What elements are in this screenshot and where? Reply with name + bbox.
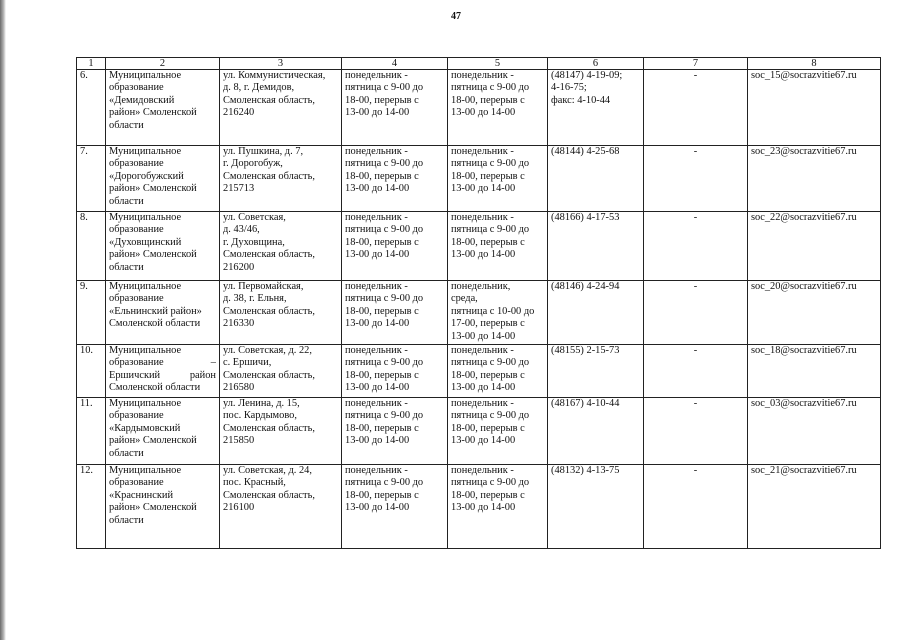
organization-cell: [106, 345, 220, 398]
reception-hours-cell-line: понедельник -: [451, 398, 514, 409]
organization-cell-line: «Демидовский: [109, 94, 175, 106]
phone-cell: [548, 465, 644, 549]
address-cell-line: ул. Ленина, д. 15,: [223, 398, 300, 409]
organization-cell: [106, 70, 220, 146]
reception-hours-cell: [448, 212, 548, 281]
reception-hours-cell: [448, 146, 548, 212]
organization-cell-line: район» Смоленской: [109, 435, 197, 447]
reception-hours-cell: [448, 345, 548, 398]
scan-page-edge: [0, 0, 6, 640]
organization-cell: [106, 398, 220, 465]
address-cell-line: ул. Советская, д. 22,: [223, 345, 312, 356]
phone-cell-line: (48146) 4-24-94: [551, 281, 620, 292]
address-cell-line: 216240: [223, 107, 255, 119]
address-cell-line: 216330: [223, 318, 255, 330]
organization-cell-line: образование: [109, 293, 164, 305]
hours-cell: [342, 212, 448, 281]
reception-hours-cell-line: 13-00 до 14-00: [451, 382, 516, 394]
address-cell-line: 215850: [223, 435, 255, 447]
organization-cell-line: образование: [109, 477, 164, 489]
reception-hours-cell-line: пятница с 9-00 до: [451, 410, 530, 422]
reception-hours-cell-line: пятница с 9-00 до: [451, 477, 530, 489]
organization-cell-line: области: [109, 514, 144, 526]
phone-cell-line: 4-16-75;: [551, 82, 587, 94]
address-cell: [220, 465, 342, 549]
address-cell-line: пос. Кардымово,: [223, 410, 297, 422]
organization-cell-line: Муниципальное: [109, 281, 182, 292]
organization-cell-line: Муниципальное: [109, 146, 182, 157]
address-cell-line: Смоленская область,: [223, 94, 315, 106]
row-number-cell: 8.: [77, 212, 106, 281]
reception-hours-cell-line: понедельник -: [451, 345, 514, 356]
row-number-cell: 11.: [77, 398, 106, 465]
col-header: 5: [448, 58, 548, 70]
reception-hours-cell-line: среда,: [451, 293, 478, 305]
col-header: 7: [644, 58, 748, 70]
organization-cell-line: район» Смоленской: [109, 249, 197, 261]
phone-cell: [548, 146, 644, 212]
hours-cell: [342, 398, 448, 465]
hours-cell-line: пятница с 9-00 до: [345, 82, 424, 94]
row-number-cell: 10.: [77, 345, 106, 398]
organization-cell-line: Ершичский район: [109, 369, 216, 381]
address-cell-line: ул. Советская,: [223, 212, 286, 223]
reception-hours-cell: [448, 465, 548, 549]
phone-cell: [548, 212, 644, 281]
hours-cell-line: 13-00 до 14-00: [345, 502, 410, 514]
reception-hours-cell-line: понедельник -: [451, 146, 514, 157]
address-cell-line: пос. Красный,: [223, 477, 286, 489]
row-number-cell: 7.: [77, 146, 106, 212]
address-cell-line: ул. Коммунистическая,: [223, 70, 326, 81]
phone-cell-line: (48167) 4-10-44: [551, 398, 620, 409]
reception-hours-cell-line: 18-00, перерыв с: [451, 236, 525, 248]
email-cell: soc_21@socrazvitie67.ru: [748, 465, 881, 549]
address-cell: [220, 281, 342, 345]
hours-cell-line: пятница с 9-00 до: [345, 410, 424, 422]
address-cell-line: Смоленская область,: [223, 249, 315, 261]
table-row: [77, 465, 881, 549]
organization-cell-line: Смоленской области: [109, 382, 201, 394]
address-cell-line: Смоленская область,: [223, 369, 315, 381]
email-cell: soc_22@socrazvitie67.ru: [748, 212, 881, 281]
hours-cell-line: 18-00, перерыв с: [345, 422, 419, 434]
hours-cell-line: 18-00, перерыв с: [345, 170, 419, 182]
organization-cell-line: образование –: [109, 357, 216, 369]
col-header: 1: [77, 58, 106, 70]
reception-hours-cell: [448, 398, 548, 465]
address-cell-line: г. Духовщина,: [223, 236, 285, 248]
address-cell-line: 216100: [223, 502, 255, 514]
hours-cell: [342, 281, 448, 345]
organization-cell-line: образование: [109, 410, 164, 422]
phone-cell: [548, 398, 644, 465]
table-row: [77, 70, 881, 146]
hours-cell-line: 18-00, перерыв с: [345, 305, 419, 317]
organization-cell-line: области: [109, 261, 144, 273]
reception-hours-cell-line: пятница с 9-00 до: [451, 224, 530, 236]
hours-cell-line: понедельник -: [345, 212, 408, 223]
address-cell-line: Смоленская область,: [223, 170, 315, 182]
organization-cell-line: Муниципальное: [109, 70, 182, 81]
address-cell-line: ул. Пушкина, д. 7,: [223, 146, 304, 157]
reception-hours-cell-line: пятница с 9-00 до: [451, 357, 530, 369]
reception-hours-cell-line: 18-00, перерыв с: [451, 170, 525, 182]
col-header: 4: [342, 58, 448, 70]
contacts-table: [76, 57, 881, 549]
table-row: [77, 146, 881, 212]
address-cell-line: с. Ершичи,: [223, 357, 272, 369]
address-cell: [220, 212, 342, 281]
address-cell-line: 216200: [223, 261, 255, 273]
email-cell: soc_03@socrazvitie67.ru: [748, 398, 881, 465]
address-cell-line: г. Дорогобуж,: [223, 158, 283, 170]
address-cell: [220, 398, 342, 465]
table-row: [77, 212, 881, 281]
page-number: 47: [451, 11, 461, 22]
reception-hours-cell-line: пятница с 9-00 до: [451, 82, 530, 94]
address-cell-line: ул. Советская, д. 24,: [223, 465, 312, 476]
reception-hours-cell-line: 18-00, перерыв с: [451, 369, 525, 381]
organization-cell-line: «Дорогобужский: [109, 170, 184, 182]
address-cell-line: д. 8, г. Демидов,: [223, 82, 295, 94]
reception-hours-cell-line: понедельник -: [451, 70, 514, 81]
reception-hours-cell-line: пятница с 10-00 до: [451, 305, 535, 317]
hours-cell-line: пятница с 9-00 до: [345, 158, 424, 170]
hours-cell-line: 13-00 до 14-00: [345, 382, 410, 394]
organization-cell: [106, 281, 220, 345]
email-cell: soc_23@socrazvitie67.ru: [748, 146, 881, 212]
column-7-cell: -: [644, 70, 748, 146]
hours-cell-line: 13-00 до 14-00: [345, 249, 410, 261]
row-number-cell: 9.: [77, 281, 106, 345]
address-cell-line: ул. Первомайская,: [223, 281, 304, 292]
phone-cell: [548, 70, 644, 146]
organization-cell-line: Муниципальное: [109, 398, 182, 409]
hours-cell-line: пятница с 9-00 до: [345, 357, 424, 369]
organization-cell-line: Муниципальное: [109, 212, 182, 223]
email-cell: soc_15@socrazvitie67.ru: [748, 70, 881, 146]
organization-cell-line: области: [109, 447, 144, 459]
phone-cell-line: (48147) 4-19-09;: [551, 70, 623, 81]
address-cell: [220, 146, 342, 212]
organization-cell: [106, 146, 220, 212]
reception-hours-cell-line: 17-00, перерыв с: [451, 318, 525, 330]
col-header: 8: [748, 58, 881, 70]
organization-cell: [106, 212, 220, 281]
reception-hours-cell-line: 18-00, перерыв с: [451, 94, 525, 106]
col-header: 3: [220, 58, 342, 70]
column-7-cell: -: [644, 398, 748, 465]
hours-cell-line: понедельник -: [345, 146, 408, 157]
address-cell-line: 215713: [223, 183, 255, 195]
hours-cell-line: 18-00, перерыв с: [345, 236, 419, 248]
organization-cell-line: области: [109, 119, 144, 131]
hours-cell-line: 18-00, перерыв с: [345, 94, 419, 106]
hours-cell-line: 13-00 до 14-00: [345, 183, 410, 195]
organization-cell-line: «Краснинский: [109, 489, 174, 501]
address-cell: [220, 70, 342, 146]
hours-cell-line: 18-00, перерыв с: [345, 369, 419, 381]
hours-cell-line: 13-00 до 14-00: [345, 435, 410, 447]
phone-cell-line: (48166) 4-17-53: [551, 212, 620, 223]
row-number-cell: 12.: [77, 465, 106, 549]
reception-hours-cell-line: 13-00 до 14-00: [451, 502, 516, 514]
organization-cell-line: Смоленской области: [109, 318, 201, 330]
organization-cell-line: Муниципальное: [109, 465, 182, 476]
table-row: [77, 281, 881, 345]
phone-cell-line: (48132) 4-13-75: [551, 465, 620, 476]
reception-hours-cell-line: пятница с 9-00 до: [451, 158, 530, 170]
organization-cell-line: образование: [109, 158, 164, 170]
address-cell-line: д. 43/46,: [223, 224, 260, 236]
reception-hours-cell: [448, 70, 548, 146]
organization-cell-line: «Духовщинский: [109, 236, 182, 248]
phone-cell-line: (48155) 2-15-73: [551, 345, 620, 356]
reception-hours-cell-line: понедельник -: [451, 212, 514, 223]
column-7-cell: -: [644, 345, 748, 398]
row-number-cell: 6.: [77, 70, 106, 146]
phone-cell: [548, 345, 644, 398]
reception-hours-cell-line: понедельник,: [451, 281, 511, 292]
organization-cell-line: области: [109, 195, 144, 207]
email-cell: soc_20@socrazvitie67.ru: [748, 281, 881, 345]
reception-hours-cell-line: 18-00, перерыв с: [451, 422, 525, 434]
organization-cell-line: «Ельнинский район»: [109, 305, 202, 317]
hours-cell-line: пятница с 9-00 до: [345, 293, 424, 305]
phone-cell: [548, 281, 644, 345]
address-cell-line: д. 38, г. Ельня,: [223, 293, 287, 305]
reception-hours-cell-line: 13-00 до 14-00: [451, 183, 516, 195]
column-7-cell: -: [644, 146, 748, 212]
hours-cell-line: понедельник -: [345, 465, 408, 476]
organization-cell-line: «Кардымовский: [109, 422, 181, 434]
hours-cell: [342, 70, 448, 146]
reception-hours-cell-line: 13-00 до 14-00: [451, 435, 516, 447]
hours-cell: [342, 465, 448, 549]
address-cell: [220, 345, 342, 398]
hours-cell: [342, 146, 448, 212]
organization-cell-line: Муниципальное: [109, 345, 182, 356]
reception-hours-cell-line: 18-00, перерыв с: [451, 489, 525, 501]
col-header: 6: [548, 58, 644, 70]
hours-cell: [342, 345, 448, 398]
column-7-cell: -: [644, 465, 748, 549]
col-header: 2: [106, 58, 220, 70]
column-7-cell: -: [644, 212, 748, 281]
reception-hours-cell-line: 13-00 до 14-00: [451, 107, 516, 119]
hours-cell-line: понедельник -: [345, 398, 408, 409]
address-cell-line: Смоленская область,: [223, 422, 315, 434]
organization-cell-line: образование: [109, 82, 164, 94]
organization-cell-line: район» Смоленской: [109, 502, 197, 514]
reception-hours-cell-line: 13-00 до 14-00: [451, 249, 516, 261]
hours-cell-line: понедельник -: [345, 345, 408, 356]
hours-cell-line: понедельник -: [345, 70, 408, 81]
organization-cell-line: район» Смоленской: [109, 107, 197, 119]
organization-cell: [106, 465, 220, 549]
email-cell: soc_18@socrazvitie67.ru: [748, 345, 881, 398]
column-7-cell: -: [644, 281, 748, 345]
table-row: [77, 398, 881, 465]
reception-hours-cell-line: понедельник -: [451, 465, 514, 476]
address-cell-line: Смоленская область,: [223, 489, 315, 501]
phone-cell-line: факс: 4-10-44: [551, 94, 611, 106]
hours-cell-line: пятница с 9-00 до: [345, 224, 424, 236]
phone-cell-line: (48144) 4-25-68: [551, 146, 620, 157]
table-row: [77, 345, 881, 398]
hours-cell-line: 18-00, перерыв с: [345, 489, 419, 501]
hours-cell-line: 13-00 до 14-00: [345, 107, 410, 119]
hours-cell-line: 13-00 до 14-00: [345, 318, 410, 330]
reception-hours-cell-line: 13-00 до 14-00: [451, 330, 516, 342]
organization-cell-line: образование: [109, 224, 164, 236]
reception-hours-cell: [448, 281, 548, 345]
address-cell-line: 216580: [223, 382, 255, 394]
organization-cell-line: район» Смоленской: [109, 183, 197, 195]
hours-cell-line: понедельник -: [345, 281, 408, 292]
hours-cell-line: пятница с 9-00 до: [345, 477, 424, 489]
header-row: [77, 58, 881, 70]
address-cell-line: Смоленская область,: [223, 305, 315, 317]
